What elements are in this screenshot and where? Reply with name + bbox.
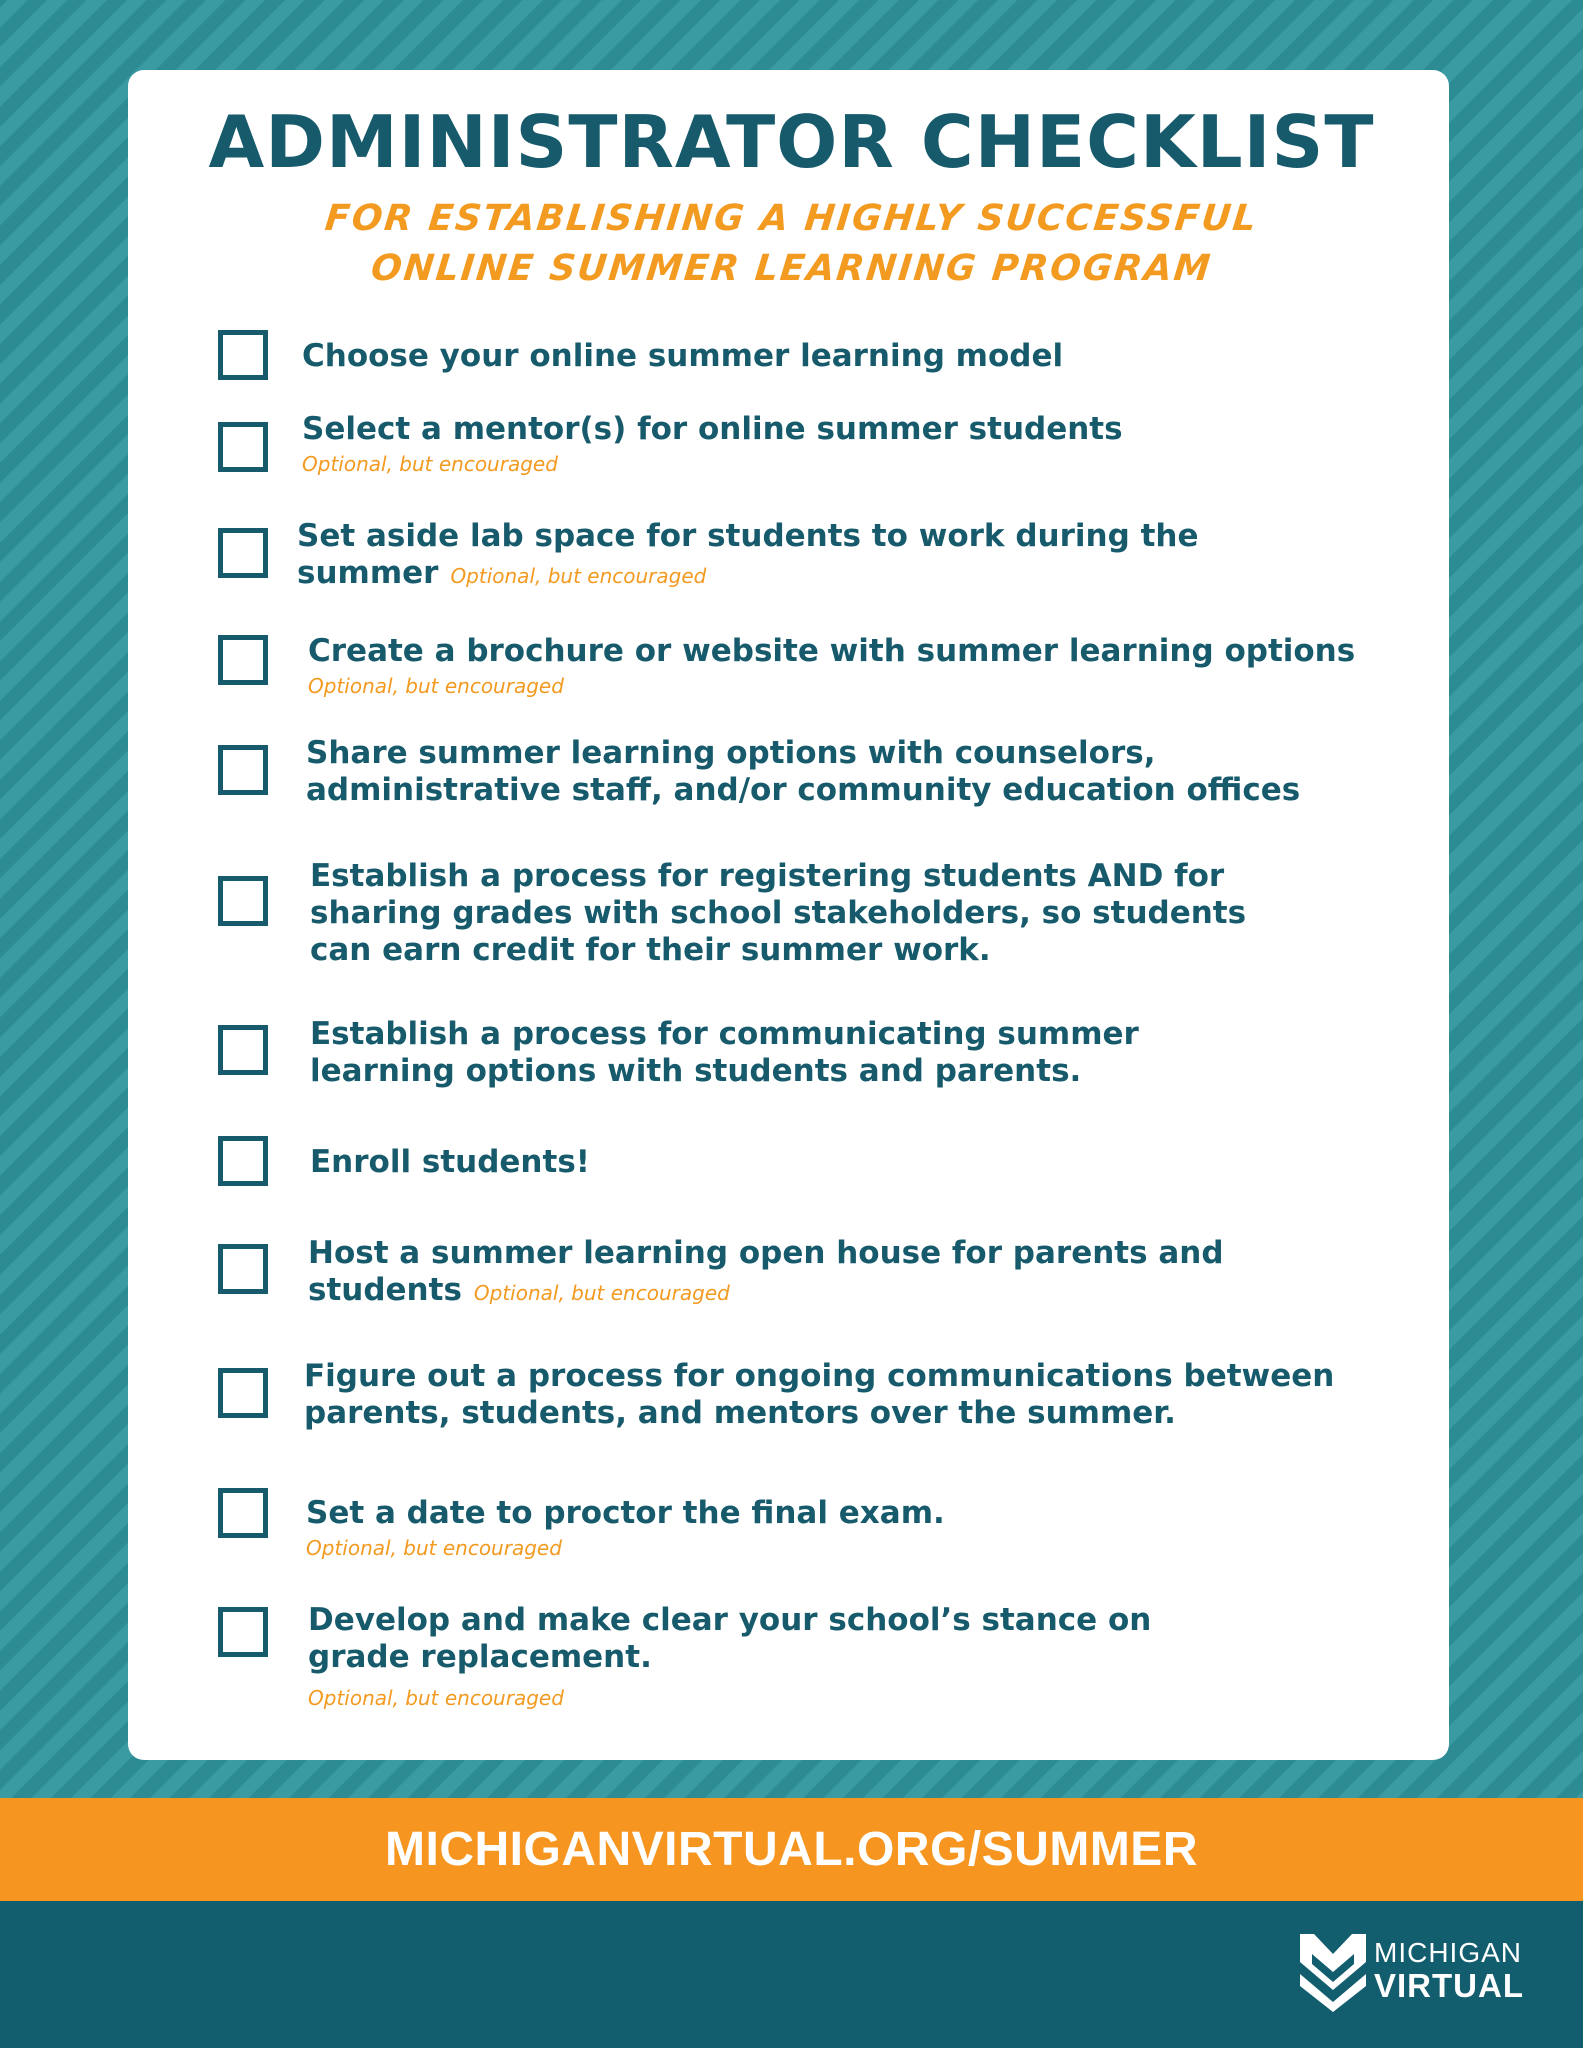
subtitle-line-1: FOR ESTABLISHING A HIGHLY SUCCESSFUL [323,198,1260,239]
checkbox-item-1[interactable] [218,330,268,380]
checklist-item-6 [310,858,1246,969]
checkbox-item-3[interactable] [218,528,268,578]
item-2-line-1: Select a mentor(s) for online summer students [302,411,1123,447]
item-12-line-2: grade replacement. [308,1639,652,1675]
item-10-line-1: Figure out a process for ongoing communications between [304,1358,1335,1394]
checkbox-item-12[interactable] [218,1607,268,1657]
optional-note: Optional, but encouraged [473,1281,730,1305]
item-10-line-2: parents, students, and mentors over the summer. [304,1395,1176,1431]
item-6-line-1: Establish a process for registering students AND for [310,858,1225,894]
optional-note: Optional, but encouraged [308,1686,564,1710]
item-7-line-1: Establish a process for communicating summer [310,1016,1139,1052]
checkbox-item-10[interactable] [218,1368,268,1418]
optional-note: Optional, but encouraged [450,564,707,588]
checklist-item-7 [310,1016,1139,1090]
item-9-line-1: Host a summer learning open house for parents and [308,1235,1224,1271]
logo-text-michigan: MICHIGAN [1374,1936,1522,1968]
item-9-line-2: students [308,1272,462,1308]
item-7-line-2: learning options with students and parents. [310,1053,1082,1089]
optional-note: Optional, but encouraged [306,1536,562,1560]
checklist-item-9 [308,1235,1224,1312]
item-6-line-3: can earn credit for their summer work. [310,932,991,968]
checkbox-item-5[interactable] [218,745,268,795]
michigan-virtual-logo [1298,1928,1524,2012]
item-5-line-2: administrative staff, and/or community education offices [306,772,1301,808]
checkbox-item-2[interactable] [218,422,268,472]
checkbox-item-11[interactable] [218,1488,268,1538]
page-title: ADMINISTRATOR CHECKLIST [208,100,1375,184]
item-1-line-1: Choose your online summer learning model [302,338,1064,374]
checklist-item-4 [308,633,1355,702]
checklist-item-11 [306,1495,945,1564]
chevron-m-logo-icon [1298,1928,1368,2012]
item-11-line-1: Set a date to proctor the final exam. [306,1495,945,1531]
checklist-item-8 [310,1144,590,1181]
url-banner [0,1798,1583,1901]
checklist-item-12 [308,1602,1151,1714]
item-3-line-2: summer [297,555,439,591]
optional-note: Optional, but encouraged [308,674,564,698]
checkbox-item-7[interactable] [218,1025,268,1075]
checklist-item-2 [302,411,1123,480]
item-8-line-1: Enroll students! [310,1144,590,1180]
checkbox-item-9[interactable] [218,1244,268,1294]
item-6-line-2: sharing grades with school stakeholders, so students [310,895,1247,931]
checkbox-item-8[interactable] [218,1136,268,1186]
subtitle-line-2: ONLINE SUMMER LEARNING PROGRAM [369,248,1214,289]
checklist-item-5 [306,735,1300,809]
checklist-item-3 [297,518,1198,595]
checklist-item-10 [304,1358,1334,1432]
website-link[interactable]: MICHIGANVIRTUAL.ORG/SUMMER [385,1823,1198,1876]
checkbox-item-4[interactable] [218,635,268,685]
checkbox-item-6[interactable] [218,876,268,926]
item-4-line-1: Create a brochure or website with summer learning options [308,633,1356,669]
optional-note: Optional, but encouraged [302,452,558,476]
item-12-line-1: Develop and make clear your school’s stance on [308,1602,1152,1638]
checklist-item-1 [302,338,1063,375]
item-3-line-1: Set aside lab space for students to work during the [297,518,1199,554]
logo-wordmark [1374,1936,1524,2004]
item-5-line-1: Share summer learning options with counselors, [306,735,1156,771]
logo-text-virtual: VIRTUAL [1374,1966,1524,2004]
